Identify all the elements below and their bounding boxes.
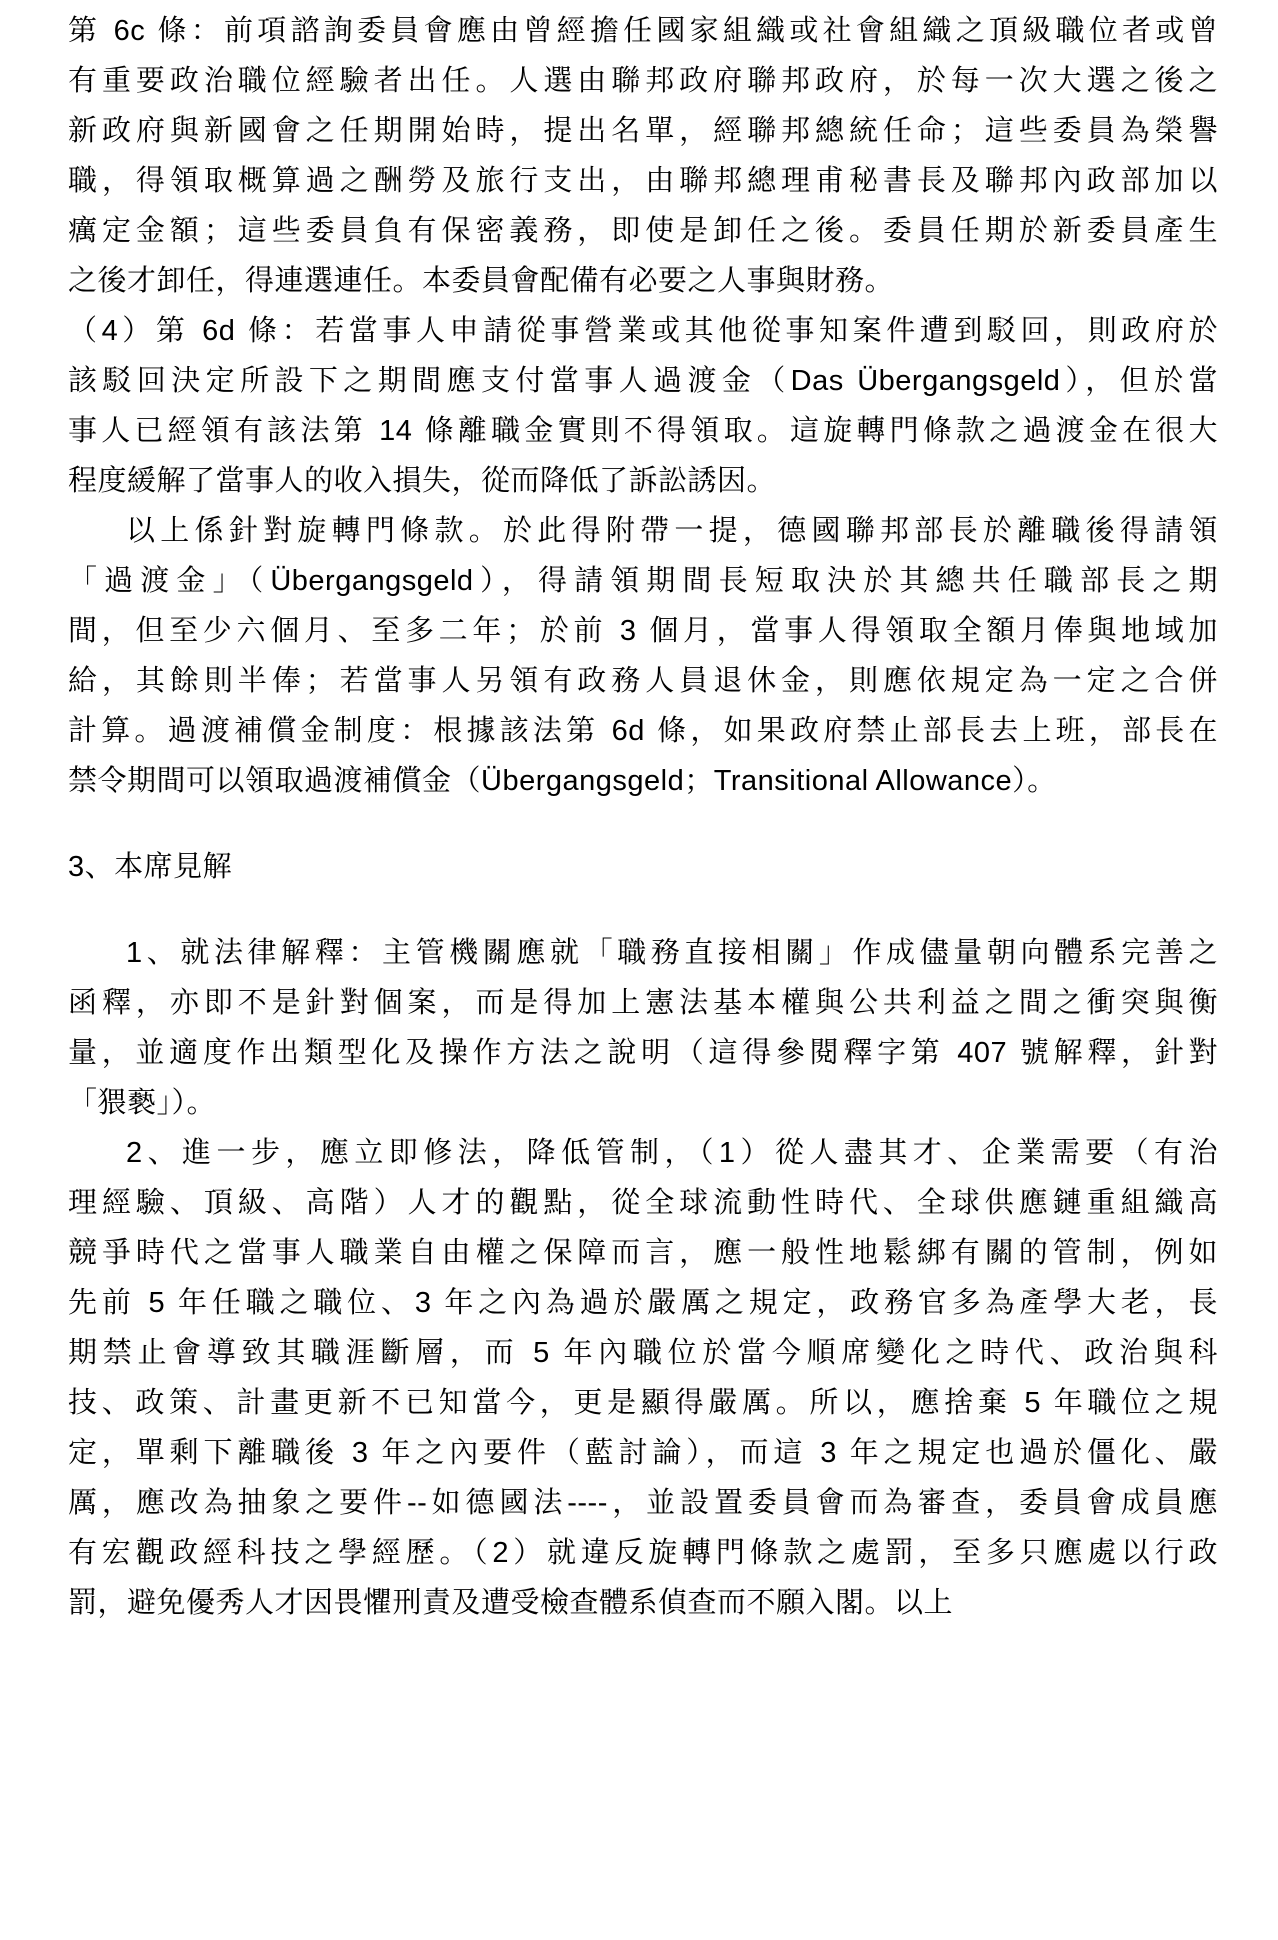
- text-line: 有重要政治職位經驗者出任。人選由聯邦政府聯邦政府，於每一次大選之後之: [68, 65, 1218, 97]
- text-line: 有宏觀政經科技之學經歷。（2）就違反旋轉門條款之處罰，至多只應處以行政: [68, 1537, 1218, 1569]
- text-line: 3、本席見解: [68, 851, 233, 883]
- text-line: 1、就法律解釋：主管機關應就「職務直接相關」作成儘量朝向體系完善之: [126, 937, 1218, 969]
- text-line: 程度緩解了當事人的收入損失，從而降低了訴訟誘因。: [68, 465, 777, 497]
- text-line: 職，得領取概算過之酬勞及旅行支出，由聯邦總理甫秘書長及聯邦內政部加以: [68, 165, 1218, 197]
- text-line: 「過渡金」（Übergangsgeld），得請領期間長短取決於其總共任職部長之期: [68, 565, 1218, 597]
- text-line: 先前 5 年任職之職位、3 年之內為過於嚴厲之規定，政務官多為產學大老，長: [68, 1287, 1218, 1319]
- text-line: （4）第 6d 條：若當事人申請從事營業或其他從事知案件遭到駁回，則政府於: [68, 315, 1218, 347]
- text-line: 間，但至少六個月、至多二年；於前 3 個月，當事人得領取全額月俸與地域加: [68, 615, 1218, 647]
- text-line: 函釋，亦即不是針對個案，而是得加上憲法基本權與公共利益之間之衝突與衡: [68, 987, 1218, 1019]
- text-line: 2、進一步，應立即修法，降低管制，（1）從人盡其才、企業需要（有治: [126, 1137, 1218, 1169]
- text-line: 厲，應改為抽象之要件--如德國法----，並設置委員會而為審查，委員會成員應: [68, 1487, 1218, 1519]
- text-line: 「猥褻」）。: [68, 1087, 217, 1119]
- text-line: 禁令期間可以領取過渡補償金（Übergangsgeld；Transitional Allowance）。: [68, 765, 1057, 797]
- text-line: 罰，避免優秀人才因畏懼刑責及遭受檢查體系偵查而不願入閣。以上: [68, 1587, 954, 1619]
- text-line: 給，其餘則半俸；若當事人另領有政務人員退休金，則應依規定為一定之合併: [68, 665, 1218, 697]
- text-line: 第 6c 條：前項諮詢委員會應由曾經擔任國家組織或社會組織之頂級職位者或曾: [68, 15, 1218, 47]
- text-line: 理經驗、頂級、高階）人才的觀點，從全球流動性時代、全球供應鏈重組織高: [68, 1187, 1218, 1219]
- text-line: 技、政策、計畫更新不已知當今，更是顯得嚴厲。所以，應捨棄 5 年職位之規: [68, 1387, 1218, 1419]
- text-line: 以上係針對旋轉門條款。於此得附帶一提，德國聯邦部長於離職後得請領: [126, 515, 1218, 547]
- text-line: 計算。過渡補償金制度：根據該法第 6d 條，如果政府禁止部長去上班，部長在: [68, 715, 1218, 747]
- text-line: 癘定金額；這些委員負有保密義務，即使是卸任之後。委員任期於新委員產生: [68, 215, 1218, 247]
- text-line: 期禁止會導致其職涯斷層，而 5 年內職位於當今順席變化之時代、政治與科: [68, 1337, 1218, 1369]
- blank-line: [68, 806, 1218, 842]
- text-line: 競爭時代之當事人職業自由權之保障而言，應一般性地鬆綁有關的管制，例如: [68, 1237, 1218, 1269]
- text-line: 量，並適度作出類型化及操作方法之說明（這得參閱釋字第 407 號解釋，針對: [68, 1037, 1218, 1069]
- blank-line: [68, 892, 1218, 928]
- text-line: 事人已經領有該法第 14 條離職金實則不得領取。這旋轉門條款之過渡金在很大: [68, 415, 1218, 447]
- text-line: 該駁回決定所設下之期間應支付當事人過渡金（Das Übergangsgeld），但於當: [68, 365, 1218, 397]
- text-line: 新政府與新國會之任期開始時，提出名單，經聯邦總統任命；這些委員為榮譽: [68, 115, 1218, 147]
- text-line: 之後才卸任，得連選連任。本委員會配備有必要之人事與財務。: [68, 265, 895, 297]
- text-line: 定，單剩下離職後 3 年之內要件（藍討論），而這 3 年之規定也過於僵化、嚴: [68, 1437, 1218, 1469]
